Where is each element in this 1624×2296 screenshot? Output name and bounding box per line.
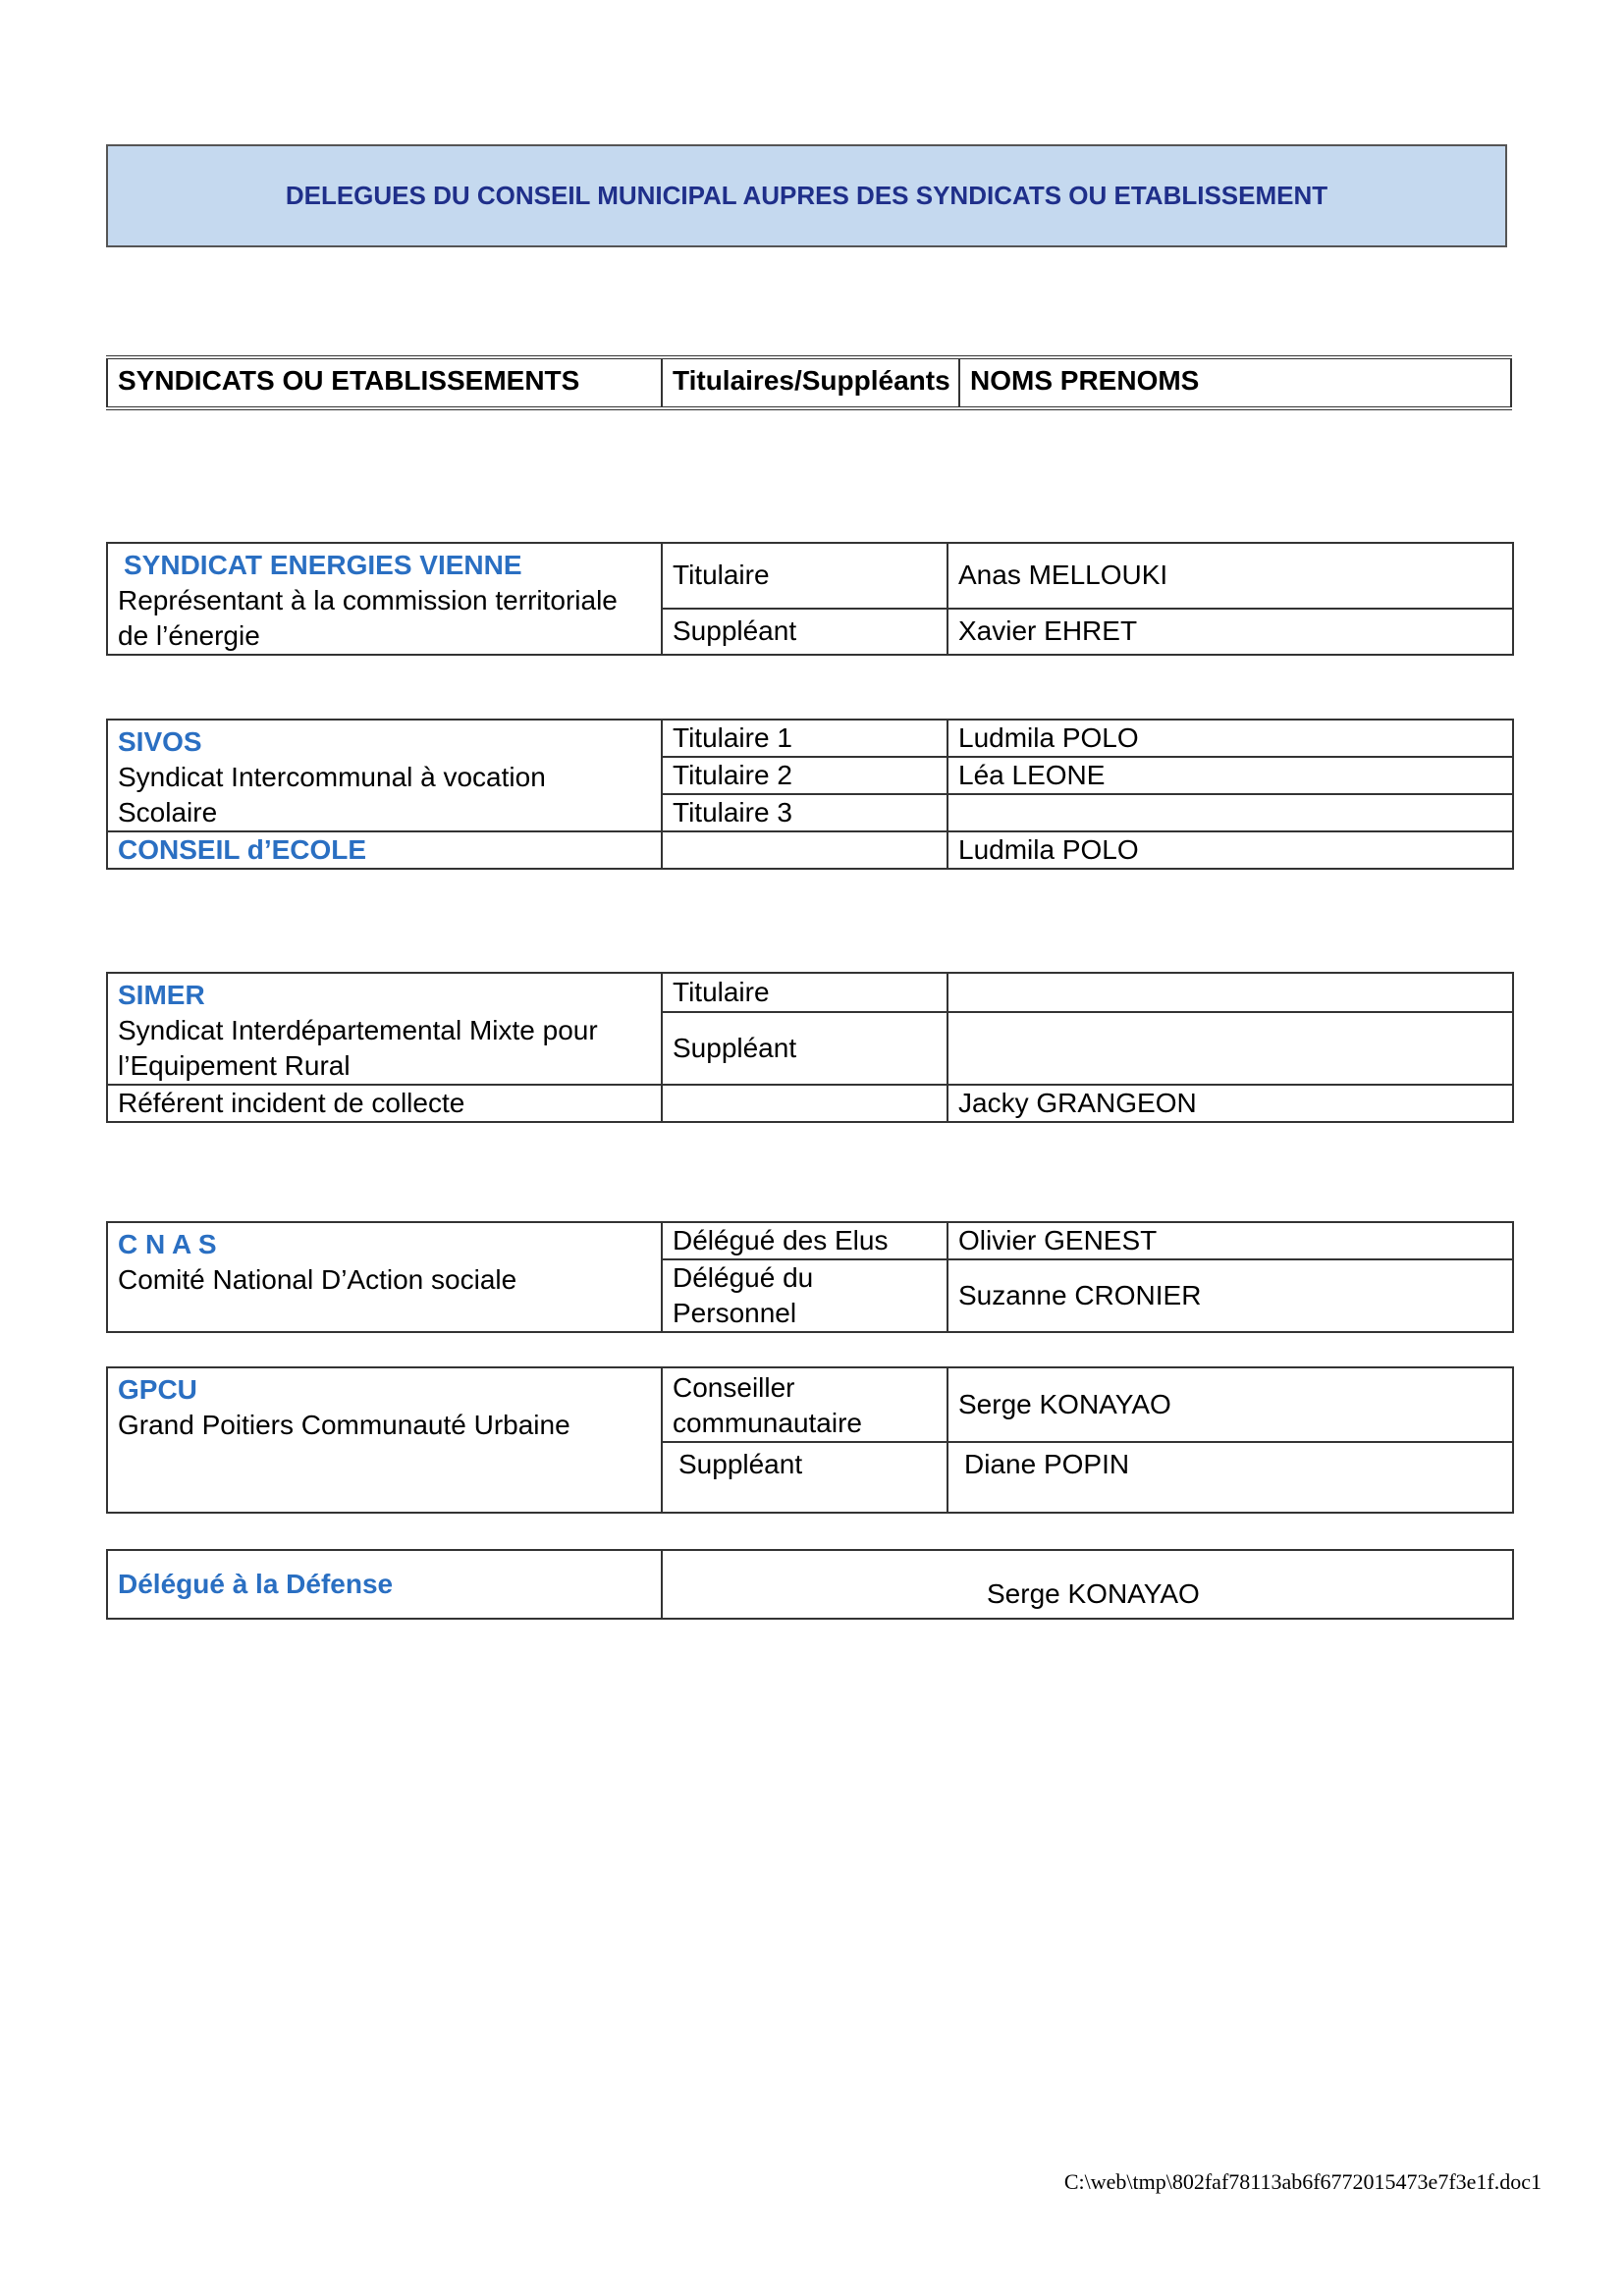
simer-referent-role [662, 1085, 947, 1122]
simer-referent-person: Jacky GRANGEON [947, 1085, 1513, 1122]
sev-role-2: Suppléant [662, 609, 947, 655]
cnas-cell [107, 1222, 662, 1332]
gpcu-role-1: Conseiller communautaire [662, 1367, 947, 1442]
simer-person-1 [947, 973, 1513, 1012]
defense-table [106, 1549, 1514, 1620]
simer-name: SIMER [118, 980, 205, 1010]
sev-person-1: Anas MELLOUKI [947, 543, 1513, 609]
sivos-role-1: Titulaire 1 [662, 720, 947, 757]
sev-name: SYNDICAT ENERGIES VIENNE [124, 550, 522, 580]
header-table [106, 355, 1512, 410]
sivos-person-1: Ludmila POLO [947, 720, 1513, 757]
title-banner [106, 144, 1507, 247]
simer-referent-label: Référent incident de collecte [107, 1085, 662, 1122]
cnas-role-2: Délégué du Personnel [662, 1259, 947, 1332]
cnas-name: C N A S [118, 1229, 217, 1259]
page-title: DELEGUES DU CONSEIL MUNICIPAL AUPRES DES SYNDICATS OU ETABLISSEMENT [285, 181, 1328, 210]
sev-person-2: Xavier EHRET [947, 609, 1513, 655]
simer-person-2 [947, 1012, 1513, 1085]
header-col-noms: NOMS PRENOMS [959, 357, 1511, 408]
defense-person: Serge KONAYAO [662, 1550, 1513, 1619]
gpcu-name: GPCU [118, 1374, 197, 1405]
gpcu-person-1: Serge KONAYAO [947, 1367, 1513, 1442]
gpcu-person-2: Diane POPIN [947, 1442, 1513, 1513]
sev-cell [107, 543, 662, 655]
sivos-person-3 [947, 794, 1513, 831]
sivos-name: SIVOS [118, 726, 202, 757]
sivos-desc: Syndicat Intercommunal à vocation Scolaire [118, 762, 546, 828]
cnas-person-1: Olivier GENEST [947, 1222, 1513, 1259]
cnas-table [106, 1221, 1514, 1333]
simer-role-1: Titulaire [662, 973, 947, 1012]
cnas-desc: Comité National D’Action sociale [118, 1264, 517, 1295]
header-col-titulaires: Titulaires/Suppléants [662, 357, 959, 408]
sev-role-1: Titulaire [662, 543, 947, 609]
sivos-person-2: Léa LEONE [947, 757, 1513, 794]
simer-desc: Syndicat Interdépartemental Mixte pour l’Equipement Rural [118, 1015, 598, 1081]
gpcu-role-2: Suppléant [662, 1442, 947, 1513]
sev-desc: Représentant à la commission territoriale de l’énergie [118, 585, 618, 651]
sivos-role-3: Titulaire 3 [662, 794, 947, 831]
simer-cell [107, 973, 662, 1085]
header-col-syndicats: SYNDICATS OU ETABLISSEMENTS [107, 357, 662, 408]
sivos-role-2: Titulaire 2 [662, 757, 947, 794]
sivos-cell [107, 720, 662, 831]
gpcu-cell [107, 1367, 662, 1513]
sev-table [106, 542, 1514, 656]
file-path-footer: C:\web\tmp\802faf78113ab6f6772015473e7f3e1f.doc1 [1063, 2169, 1542, 2194]
defense-name: Délégué à la Défense [107, 1550, 662, 1619]
simer-table [106, 972, 1514, 1123]
cnas-role-1: Délégué des Elus [662, 1222, 947, 1259]
conseil-ecole-name: CONSEIL d’ECOLE [107, 831, 662, 869]
conseil-ecole-person: Ludmila POLO [947, 831, 1513, 869]
cnas-person-2: Suzanne CRONIER [947, 1259, 1513, 1332]
conseil-ecole-role [662, 831, 947, 869]
gpcu-desc: Grand Poitiers Communauté Urbaine [118, 1410, 570, 1440]
sivos-table [106, 719, 1514, 870]
gpcu-table [106, 1366, 1514, 1514]
simer-role-2: Suppléant [662, 1012, 947, 1085]
